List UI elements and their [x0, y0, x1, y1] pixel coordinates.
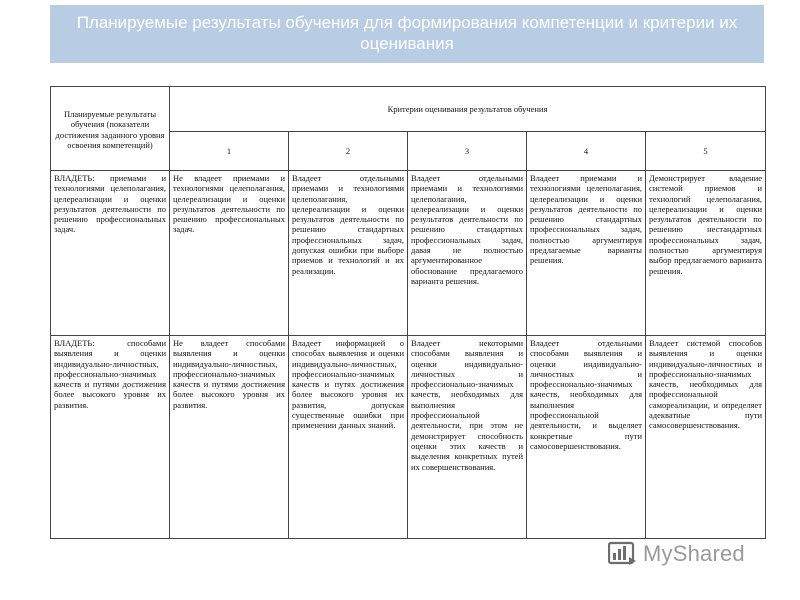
table-cell-level-4: Владеет приемами и технологиями целеполагания, целереализации и оценки результатов деятельности по решению стандартных профессиональных задач, полностью аргументируя предлагаемые варианты решения. — [527, 171, 646, 336]
table-cell-result: ВЛАДЕТЬ: способами выявления и оценки индивидуально-личностных, профессионально-значимых качеств и путями достижения более высокого уровня их развития. — [51, 336, 170, 539]
table-cell-level-2: Владеет отдельными приемами и технологиями целеполагания, целереализации и оценки результатов деятельности по решению стандартных профессиональных задач, допуская ошибки при выборе приемов и технологий и их реализации. — [289, 171, 408, 336]
watermark-logo — [608, 537, 745, 571]
criteria-table — [50, 86, 766, 539]
table-cell-level-1: Не владеет способами выявления и оценки индивидуально-личностных, профессионально-значимых качеств и путями достижения более высокого уровня их развития. — [170, 336, 289, 539]
level-header-4: 4 — [527, 132, 646, 171]
table-cell-level-3: Владеет некоторыми способами выявления и оценки индивидуально-личностных и профессионально-значимых качеств, необходимых для выполнения профессиональной деятельности, при этом не демонстрирует способность оценки этих качеств и выделения конкретных путей их совершенствования. — [408, 336, 527, 539]
slide-title-banner — [50, 5, 764, 63]
watermark-brand: MyShared — [643, 541, 745, 566]
table-row — [51, 336, 766, 539]
table-header-row — [51, 87, 766, 132]
level-header-3: 3 — [408, 132, 527, 171]
myshared-logo-icon — [608, 539, 638, 569]
table-cell-level-5: Демонстрирует владение системой приемов и технологий целеполагания, целереализации и оценки результатов деятельности по решению нестандартных профессиональных задач, полностью аргументируя выбор предлагаемого варианта решения. — [646, 171, 766, 336]
table-cell-level-3: Владеет отдельными приемами и технологиями целеполагания, целереализации и оценки результатов деятельности по решению стандартных профессиональных задач, давая не полностью аргументированное обоснование предлагаемого варианта решения. — [408, 171, 527, 336]
level-header-5: 5 — [646, 132, 766, 171]
table-cell-level-1: Не владеет приемами и технологиями целеполагания, целереализации и оценки результатов деятельности по решению профессиональных задач. — [170, 171, 289, 336]
table-cell-level-2: Владеет информацией о способах выявления и оценки индивидуально-личностных, профессионально-значимых качеств и путях достижения более высокого уровня их развития, допуская существенные ошибки при применении данных знаний. — [289, 336, 408, 539]
results-column-header: Планируемые результаты обучения (показатели достижения заданного уровня освоения компетенций) — [51, 87, 170, 171]
criteria-column-header: Критерии оценивания результатов обучения — [170, 87, 766, 132]
slide-title: Планируемые результаты обучения для формирования компетенции и критерии их оценивания — [76, 13, 738, 53]
table-cell-level-4: Владеет отдельными способами выявления и оценки индивидуально-личностных и профессионально-значимых качеств, необходимых для выполнения профессиональной деятельности, и выделяет конкретные пути самосовершенствования. — [527, 336, 646, 539]
level-header-1: 1 — [170, 132, 289, 171]
table-cell-result: ВЛАДЕТЬ: приемами и технологиями целеполагания, целереализации и оценки результатов деятельности по решению профессиональных задач. — [51, 171, 170, 336]
level-header-2: 2 — [289, 132, 408, 171]
table-row — [51, 171, 766, 336]
table-cell-level-5: Владеет системой способов выявления и оценки индивидуально-личностных и профессионально-значимых качеств, необходимых для профессиональной самореализации, и определяет адекватные пути самосовершенствования. — [646, 336, 766, 539]
